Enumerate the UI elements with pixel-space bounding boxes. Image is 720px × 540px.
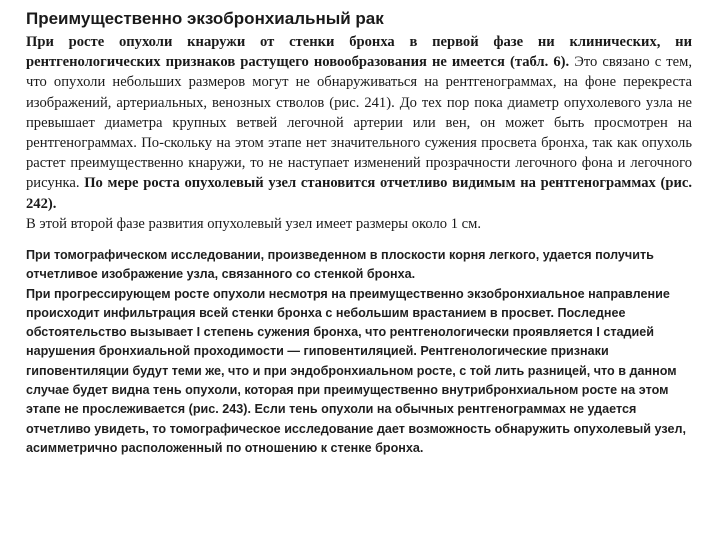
tomography-paragraph: При томографическом исследовании, произведенном в плоскости корня легкого, удается получить отчетливое изображение узла, связанного со стенкой бронха. [26,248,654,282]
page-title: Преимущественно экзобронхиальный рак [26,9,384,28]
first-text-block [26,32,692,234]
bold-outro-text: По мере роста опухолевый узел становится отчетливо видимым на рентгенограммах (рис. 242). [26,175,692,212]
second-text-block [26,246,702,458]
second-phase-line: В этой второй фазе развития опухолевый узел имеет размеры около 1 см. [26,215,481,232]
regular-text: Это связано с тем, что опухоли небольших размеров могут не обнаруживаться на рентгенограммах, на фоне перекреста изображений, артериальных, венозных стволов (рис. 241). До тех пор пока диаметр опухолевого узла не превышает диаметра крупных ветвей легочной артерии или вен, он может быть просмотрен на рентгенограммах. По-скольку на этом этапе нет значительного сужения просвета бронха, так как опухоль растет преимущественно кнаружи, то не наступает изменений прозрачности легочного фона и легочного рисунка. [26,54,692,192]
progression-paragraph: При прогрессирующем росте опухоли несмотря на преимущественно экзобронхиальное направление происходит инфильтрация всей стенки бронха с небольшим врастанием в просвет. Последнее обстоятельство вызывает I степень сужения бронха, что рентгенологически проявляется I стадией нарушения бронхиальной проходимости — гиповентиляцией. Рентгенологические признаки гиповентиляции будут теми же, что и при эндобронхиальном росте, с той лить разницей, что в данном случае будет видна тень опухоли, которая при преимущественно внутрибронхиальном росте на этом этапе не прослеживается (рис. 243). Если тень опухоли на обычных рентгенограммах не удается отчетливо увидеть, то томографическое исследование дает возможность обнаружить опухолевый узел, асимметрично расположенный по отношению к стенке бронха. [26,286,686,455]
bold-intro-text: При росте опухоли кнаружи от стенки бронха в первой фазе ни клинических, ни рентгенологических признаков растущего новообразования не имеется (табл. 6). [26,34,692,71]
